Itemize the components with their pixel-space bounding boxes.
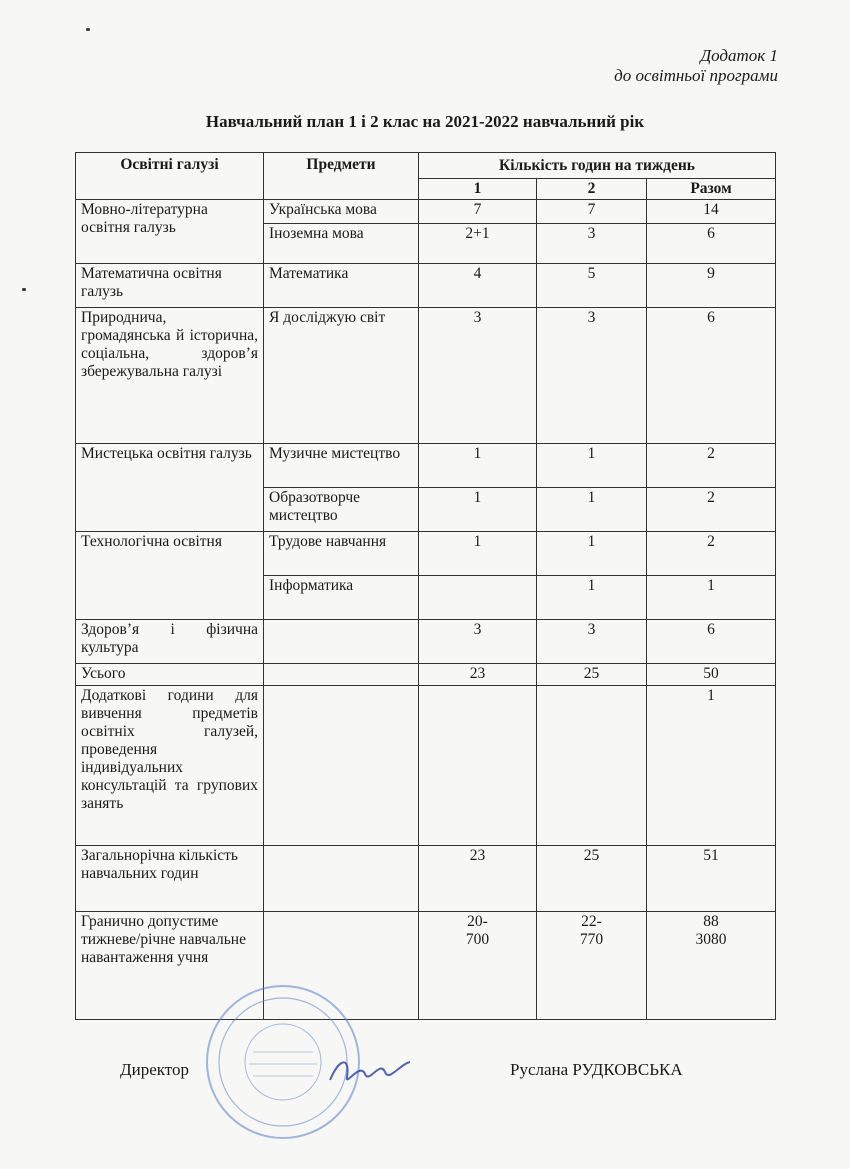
grade2-cell: 5 <box>537 264 647 308</box>
area-cell: Технологічна освітня <box>76 532 264 620</box>
grade1-cell: 1 <box>419 488 537 532</box>
grade2-cell <box>537 686 647 846</box>
header-areas: Освітні галузі <box>76 153 264 200</box>
subject-cell <box>264 846 419 912</box>
grade1-cell: 1 <box>419 444 537 488</box>
appendix-label <box>614 46 778 86</box>
subject-cell <box>264 664 419 686</box>
header-total: Разом <box>647 179 776 200</box>
grade1-cell: 3 <box>419 620 537 664</box>
subject-cell: Образотворче мистецтво <box>264 488 419 532</box>
grade2-cell: 3 <box>537 224 647 264</box>
total-cell: 2 <box>647 444 776 488</box>
total-cell: 51 <box>647 846 776 912</box>
subject-cell: Інформатика <box>264 576 419 620</box>
table-row <box>76 686 776 846</box>
subject-cell: Трудове навчання <box>264 532 419 576</box>
table-row <box>76 200 776 224</box>
grade1-cell <box>419 576 537 620</box>
grade2-cell: 1 <box>537 532 647 576</box>
total-cell: 88 3080 <box>647 912 776 1020</box>
table-row <box>76 532 776 576</box>
director-label: Директор <box>120 1060 189 1079</box>
scan-speck <box>22 288 26 291</box>
header-grade-2: 2 <box>537 179 647 200</box>
director-signature <box>325 1052 415 1092</box>
total-cell: 6 <box>647 308 776 444</box>
subject-cell: Музичне мистецтво <box>264 444 419 488</box>
total-cell: 14 <box>647 200 776 224</box>
table-row <box>76 308 776 444</box>
header-row <box>76 153 776 179</box>
grade2-cell: 25 <box>537 846 647 912</box>
document-title: Навчальний план 1 і 2 клас на 2021-2022 навчальний рік <box>205 112 645 131</box>
total-cell: 2 <box>647 532 776 576</box>
grade2-cell: 3 <box>537 620 647 664</box>
grade1-cell <box>419 686 537 846</box>
area-cell: Додаткові години для вивчення предметів освітніх галузей, проведення індивідуальних консультацій та групових занять <box>76 686 264 846</box>
total-cell: 1 <box>647 686 776 846</box>
subject-cell: Українська мова <box>264 200 419 224</box>
header-subjects: Предмети <box>264 153 419 200</box>
grade2-cell: 3 <box>537 308 647 444</box>
area-cell: Гранично допустиме тижневе/річне навчальне навантаження учня <box>76 912 264 1020</box>
appendix-line-2: до освітньої програми <box>614 66 778 85</box>
area-cell: Усього <box>76 664 264 686</box>
grade2-cell: 7 <box>537 200 647 224</box>
grade1-cell: 4 <box>419 264 537 308</box>
total-cell: 9 <box>647 264 776 308</box>
area-cell: Здоров’я і фізична культура <box>76 620 264 664</box>
total-cell: 2 <box>647 488 776 532</box>
grade1-cell: 2+1 <box>419 224 537 264</box>
curriculum-table <box>75 152 776 1020</box>
table-row <box>76 846 776 912</box>
grade1-cell: 23 <box>419 846 537 912</box>
area-cell: Мовно-літературна освітня галузь <box>76 200 264 264</box>
table-row <box>76 620 776 664</box>
grade1-cell: 7 <box>419 200 537 224</box>
subject-cell: Іноземна мова <box>264 224 419 264</box>
header-grade-1: 1 <box>419 179 537 200</box>
area-cell: Загальнорічна кількість навчальних годин <box>76 846 264 912</box>
table-row <box>76 664 776 686</box>
subject-cell <box>264 620 419 664</box>
area-cell: Природнича, громадянська й історична, соціальна, здоров’я збережувальна галузі <box>76 308 264 444</box>
scan-speck <box>86 28 90 31</box>
table-row <box>76 264 776 308</box>
total-cell: 50 <box>647 664 776 686</box>
subject-cell <box>264 686 419 846</box>
grade1-cell: 1 <box>419 532 537 576</box>
grade1-cell: 23 <box>419 664 537 686</box>
subject-cell: Я досліджую світ <box>264 308 419 444</box>
grade1-cell: 3 <box>419 308 537 444</box>
header-hours: Кількість годин на тиждень <box>419 153 776 179</box>
grade2-cell: 1 <box>537 488 647 532</box>
total-cell: 6 <box>647 224 776 264</box>
grade2-cell: 1 <box>537 576 647 620</box>
grade2-cell: 22- 770 <box>537 912 647 1020</box>
table-row <box>76 912 776 1020</box>
grade1-cell: 20- 700 <box>419 912 537 1020</box>
grade2-cell: 25 <box>537 664 647 686</box>
table-row <box>76 444 776 488</box>
subject-cell: Математика <box>264 264 419 308</box>
total-cell: 1 <box>647 576 776 620</box>
grade2-cell: 1 <box>537 444 647 488</box>
area-cell: Мистецька освітня галузь <box>76 444 264 532</box>
area-cell: Математична освітня галузь <box>76 264 264 308</box>
total-cell: 6 <box>647 620 776 664</box>
director-name: Руслана РУДКОВСЬКА <box>510 1060 683 1079</box>
appendix-line-1: Додаток 1 <box>700 46 778 65</box>
